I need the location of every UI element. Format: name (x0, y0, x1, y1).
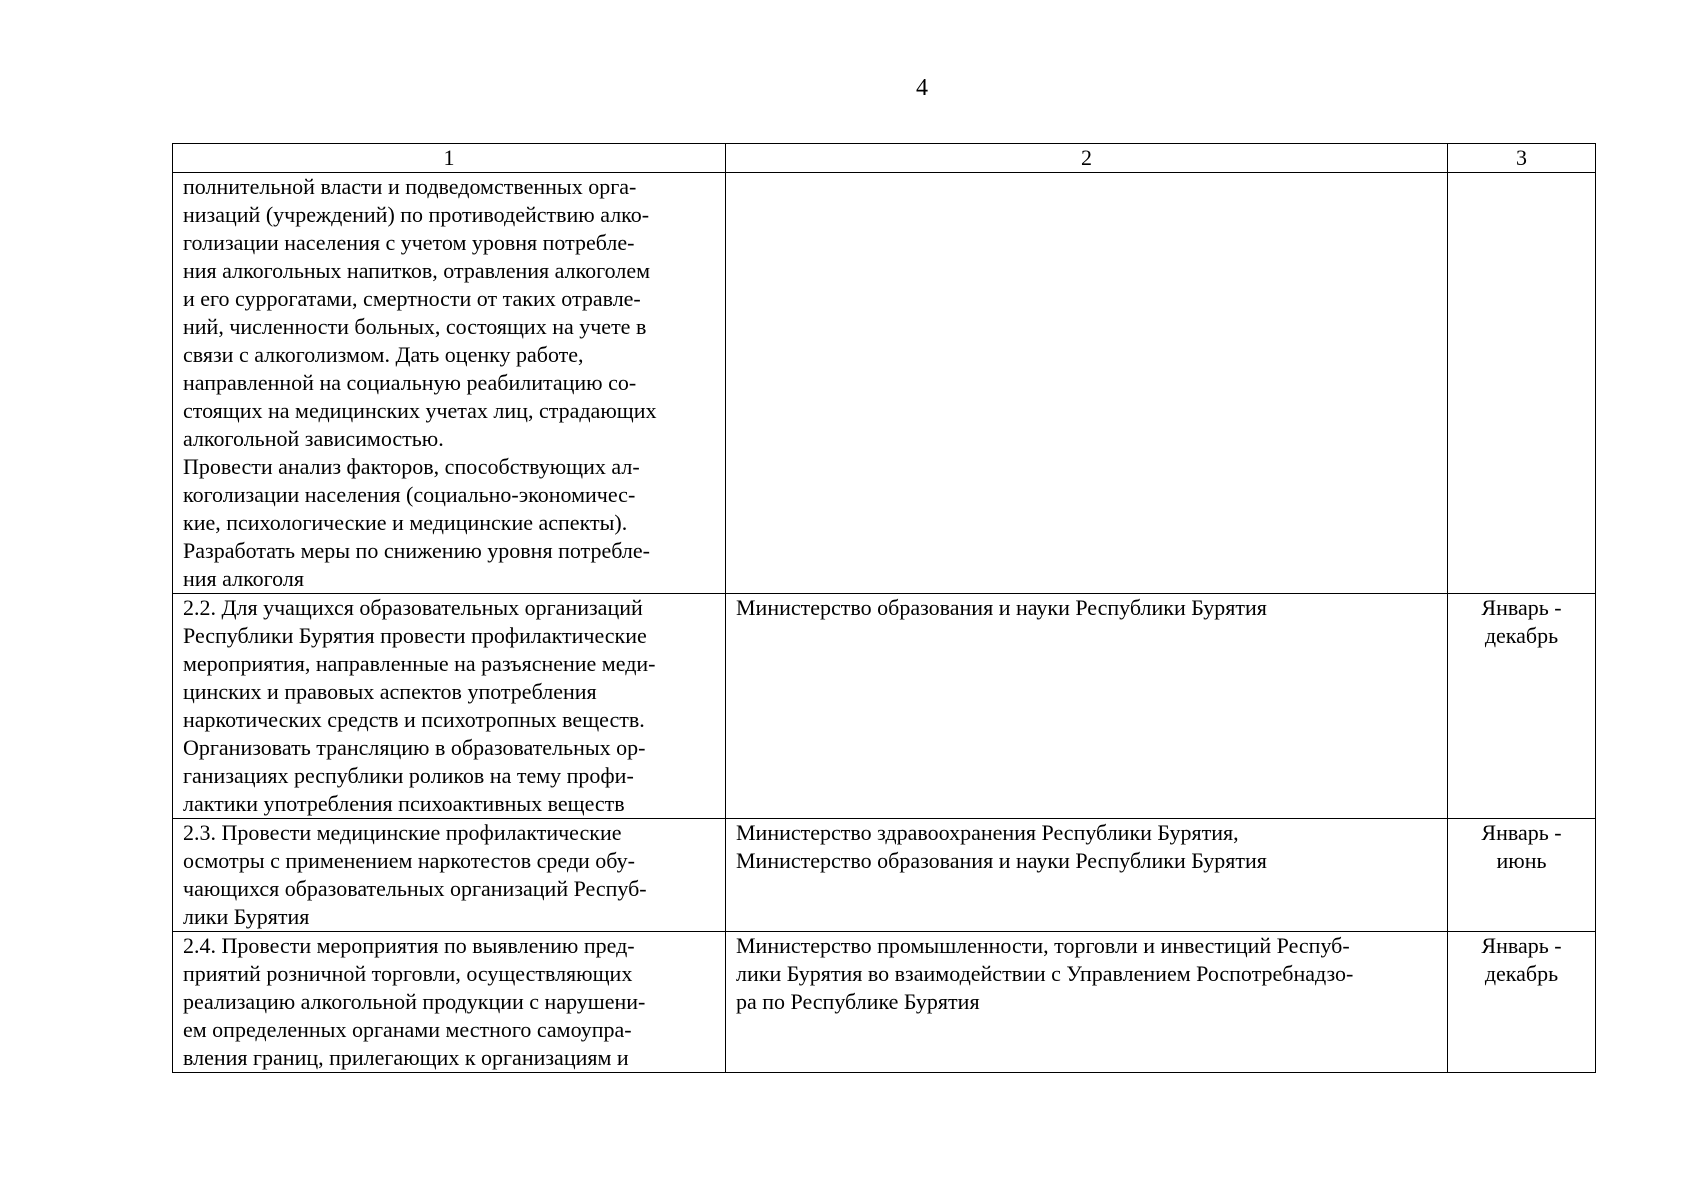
measure-text: 2.3. Провести медицинские профилактические осмотры с применением наркотестов среди обу- чающихся образовательных организаций Респуб- лики Бурятия (183, 820, 647, 929)
responsible-cell (726, 932, 1448, 1073)
responsible-cell (726, 819, 1448, 932)
responsible-text: Министерство образования и науки Республики Бурятия (736, 595, 1267, 620)
measure-text: 2.4. Провести мероприятия по выявлению пред- приятий розничной торговли, осуществляющих реализацию алкогольной продукции с нарушени- ем определенных органами местного самоупра- вления границ, прилегающих к организациям и (183, 933, 646, 1070)
measure-cell (173, 173, 726, 594)
period-cell (1448, 173, 1596, 594)
column-header-1: 1 (173, 144, 726, 173)
responsible-cell (726, 594, 1448, 819)
table-row (173, 173, 1596, 594)
measure-cell (173, 932, 726, 1073)
column-header-3: 3 (1448, 144, 1596, 173)
measure-text: 2.2. Для учащихся образовательных организаций Республики Бурятия провести профилактические мероприятия, направленные на разъяснение меди- цинских и правовых аспектов употребления наркотических средств и психотропных веществ. Организовать трансляцию в образовательных ор- ганизациях республики роликов на тему профи- лактики употребления психоактивных веществ (183, 595, 656, 816)
column-header-2: 2 (726, 144, 1448, 173)
measure-cell (173, 594, 726, 819)
responsible-text: Министерство промышленности, торговли и инвестиций Респуб- лики Бурятия во взаимодействии с Управлением Роспотребнадзо- ра по Республике Бурятия (736, 933, 1354, 1014)
period-text: Январь - декабрь (1481, 595, 1562, 648)
measures-table (172, 143, 1596, 1073)
measure-text: полнительной власти и подведомственных орга- низаций (учреждений) по противодействию алко- голизации населения с учетом уровня потребле- ния алкогольных напитков, отравления алкоголем и его суррогатами, смертности от таких отравле- ний, численности больных, состоящих на учете в связи с алкоголизмом. Дать оценку работе, направленной на социальную реабилитацию со- стоящих на медицинских учетах лиц, страдающих алкогольной зависимостью. Провести анализ факторов, способствующих ал- коголизации населения (социально-экономичес- кие, психологические и медицинские аспекты). Разработать меры по снижению уровня потребле- ния алкоголя (183, 174, 657, 591)
responsible-text: Министерство здравоохранения Республики Бурятия, Министерство образования и науки Республики Бурятия (736, 820, 1267, 873)
responsible-cell (726, 173, 1448, 594)
measure-cell (173, 819, 726, 932)
table-row (173, 594, 1596, 819)
period-text: Январь - июнь (1481, 820, 1562, 873)
period-cell (1448, 932, 1596, 1073)
table-header-row (173, 144, 1596, 173)
period-text: Январь - декабрь (1481, 933, 1562, 986)
period-cell (1448, 594, 1596, 819)
page-number: 4 (916, 75, 928, 101)
table-row (173, 932, 1596, 1073)
table-row (173, 819, 1596, 932)
period-cell (1448, 819, 1596, 932)
